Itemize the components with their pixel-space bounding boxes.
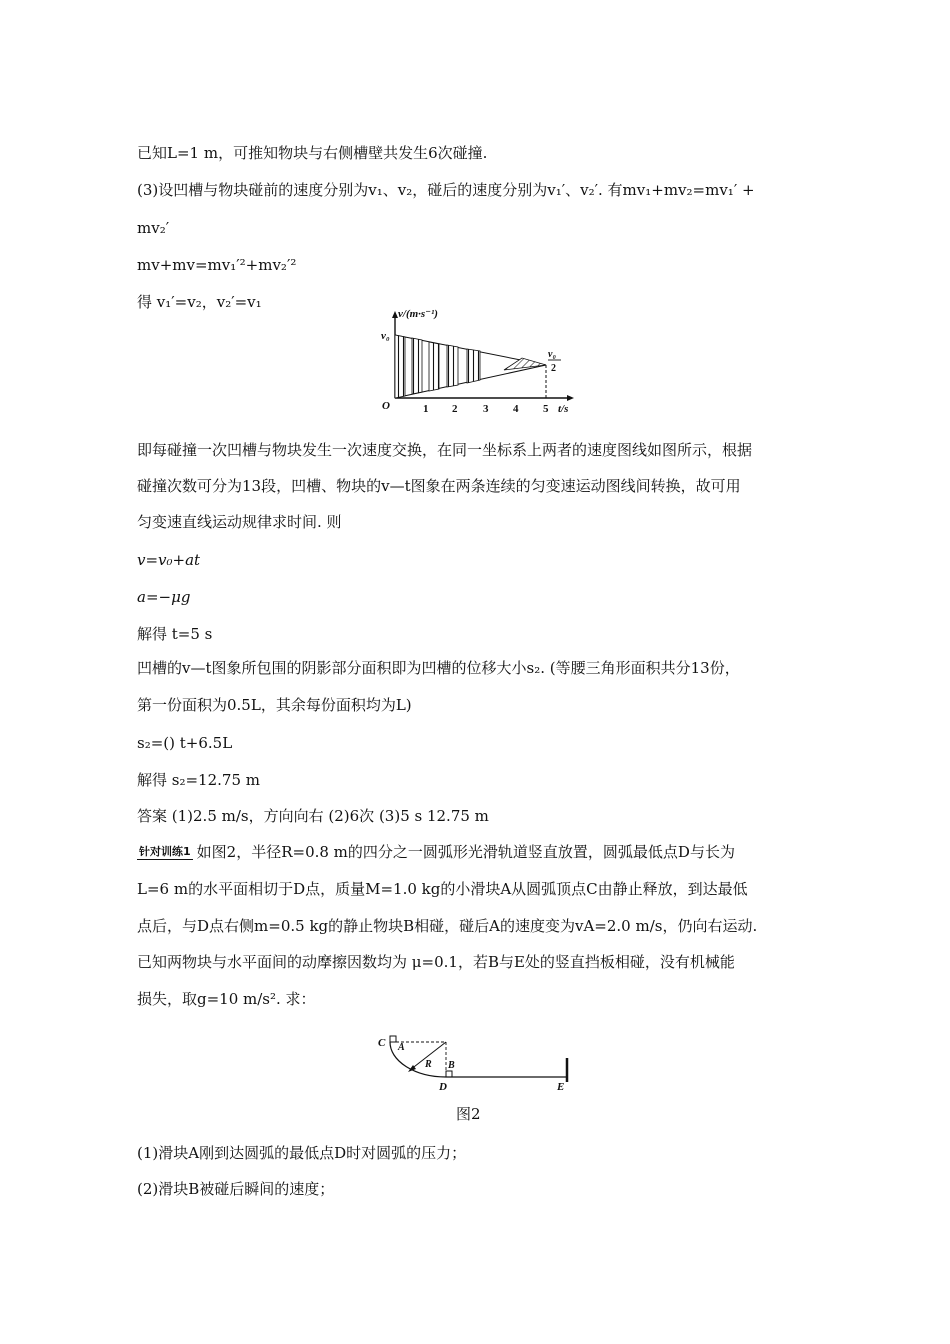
hatched-segment (412, 338, 422, 394)
label-d: D (439, 1081, 447, 1092)
origin-label: O (382, 400, 390, 412)
half-v0-denominator: 2 (551, 363, 556, 374)
text-line: 匀变速直线运动规律求时间. 则 (137, 513, 342, 531)
exercise-line (137, 842, 735, 862)
label-a: A (398, 1042, 405, 1053)
text-line: mv₂′ (137, 219, 170, 237)
x-tick-label: 2 (452, 403, 458, 415)
x-axis-label: t/s (558, 403, 569, 415)
exercise-tag: 针对训练1 (139, 845, 191, 858)
question-line: (2)滑块B被碰后瞬间的速度； (137, 1180, 335, 1198)
half-v0-numerator: v₀ (548, 349, 556, 360)
v0-label: v₀ (381, 330, 390, 342)
hatched-segment (429, 342, 439, 391)
label-c: C (378, 1037, 386, 1049)
x-tick-label: 5 (543, 403, 549, 415)
text-line: mv+mv=mv₁′²+mv₂′² (137, 256, 297, 274)
text-line: 得 v₁′=v₂，v₂′=v₁ (137, 293, 262, 311)
x-tick-label: 4 (513, 403, 519, 415)
block-a (390, 1036, 396, 1042)
block-b (446, 1071, 452, 1077)
label-r: R (425, 1059, 432, 1070)
text-line: 损失，取g=10 m/s². 求： (137, 990, 316, 1008)
track-diagram (372, 1032, 582, 1092)
label-e: E (557, 1081, 565, 1092)
text-line: 第一份面积为0.5L，其余每份面积均为L) (137, 696, 412, 714)
y-axis-label: v/(m·s⁻¹) (398, 308, 438, 320)
x-tick-label: 3 (483, 403, 489, 415)
hatched-segment (447, 345, 458, 387)
text-line: 点后，与D点右侧m=0.5 kg的静止物块B相碰，碰后A的速度变为vA=2.0 m/s，仍向右运动. (137, 917, 758, 935)
question-line: (1)滑块A刚到达圆弧的最低点D时对圆弧的压力； (137, 1144, 467, 1162)
text-line: 解得 s₂=12.75 m (137, 771, 260, 789)
formula-line: v=v₀+at (137, 551, 201, 569)
velocity-time-graph (372, 305, 582, 417)
text-line: s₂=() t+6.5L (137, 734, 233, 752)
text-line: 解得 t=5 s (137, 625, 213, 643)
text-line: 碰撞次数可分为13段，凹槽、物块的v—t图象在两条连续的匀变速运动图线间转换，故可用 (137, 477, 741, 495)
text-line: 凹槽的v—t图象所包围的阴影部分面积即为凹槽的位移大小s₂. (等腰三角形面积共分13份， (137, 659, 740, 677)
text-line: L=6 m的水平面相切于D点，质量M=1.0 kg的小滑块A从圆弧顶点C由静止释放，到达最低 (137, 880, 748, 898)
hatched-segment (395, 335, 405, 398)
figure-caption: 图2 (456, 1105, 481, 1123)
exercise-text: 如图2，半径R=0.8 m的四分之一圆弧形光滑轨道竖直放置，圆弧最低点D与长为 (196, 843, 735, 861)
text-line: 即每碰撞一次凹槽与物块发生一次速度交换，在同一坐标系上两者的速度图线如图所示，根据 (137, 441, 753, 459)
label-b: B (448, 1060, 455, 1071)
text-line: 已知两物块与水平面间的动摩擦因数均为 μ=0.1，若B与E处的竖直挡板相碰，没有机械能 (137, 953, 735, 971)
hatched-segment (504, 358, 546, 370)
text-line: (3)设凹槽与物块碰前的速度分别为v₁、v₂，碰后的速度分别为v₁′、v₂′. 有mv₁+mv₂=mv₁′ + (137, 181, 755, 199)
x-tick-label: 1 (423, 403, 429, 415)
hatched-segment (467, 349, 480, 383)
text-line: 已知L=1 m，可推知物块与右侧槽壁共发生6次碰撞. (137, 144, 488, 162)
answer-line: 答案 (1)2.5 m/s，方向向右 (2)6次 (3)5 s 12.75 m (137, 807, 489, 825)
formula-line: a=−μg (137, 588, 191, 606)
